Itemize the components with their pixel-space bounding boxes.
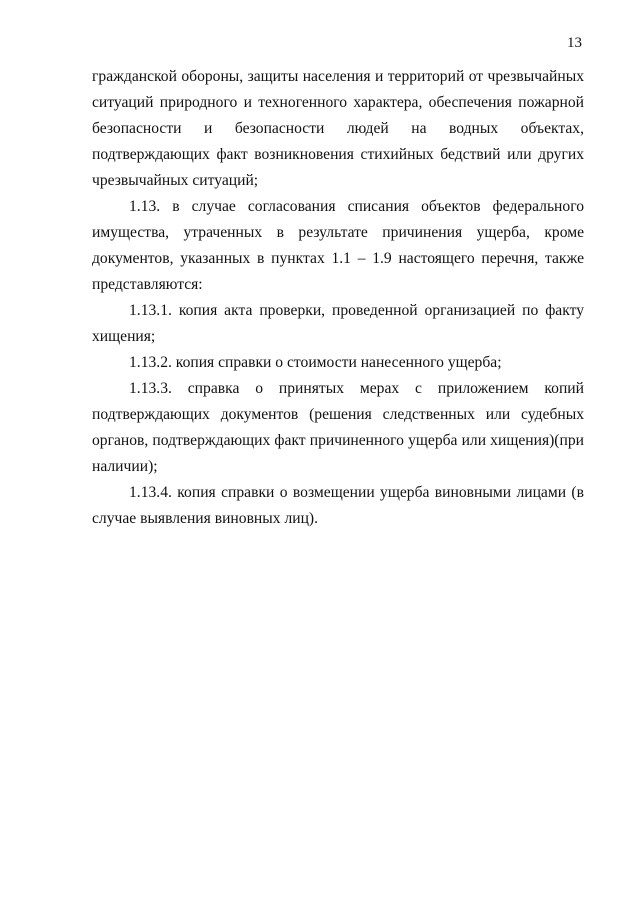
paragraph-1-13: 1.13. в случае согласования списания объектов федерального имущества, утраченных в результате причинения ущерба, кроме документов, указанных в пунктах 1.1 – 1.9 настоящего перечня, также представляются: <box>92 198 584 293</box>
page-number: 13 <box>567 35 582 51</box>
paragraph-1-13-1: 1.13.1. копия акта проверки, проведенной организацией по факту хищения; <box>92 302 584 345</box>
paragraph-1-13-2: 1.13.2. копия справки о стоимости нанесенного ущерба; <box>129 354 502 371</box>
paragraph-1-13-3: 1.13.3. справка о принятых мерах с приложением копий подтверждающих документов (решения следственных или судебных органов, подтверждающих факт причиненного ущерба или хищения)(при наличии); <box>92 380 584 475</box>
document-body <box>92 64 584 532</box>
paragraph-1-13-4: 1.13.4. копия справки о возмещении ущерба виновными лицами (в случае выявления виновных лиц). <box>92 484 584 527</box>
paragraph-continuation: гражданской обороны, защиты населения и территорий от чрезвычайных ситуаций природного и техногенного характера, обеспечения пожарной безопасности и безопасности людей на водных объектах, подтверждающих факт возникновения стихийных бедствий или других чрезвычайных ситуаций; <box>92 68 584 189</box>
